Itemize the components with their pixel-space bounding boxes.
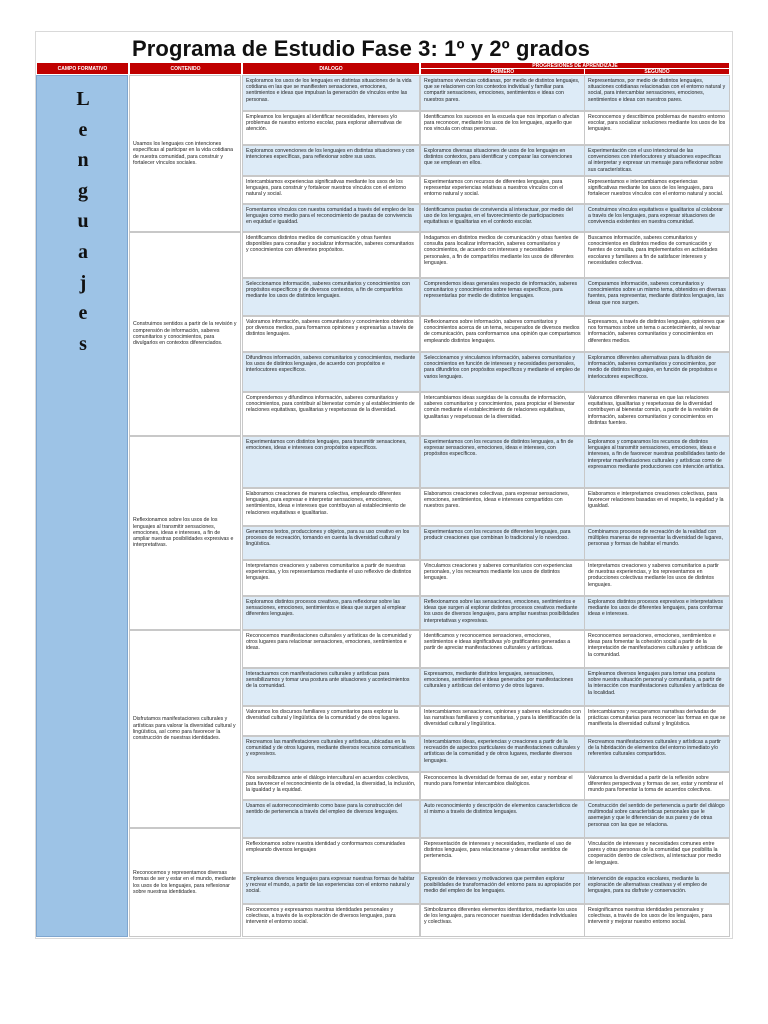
primero-cell: Indagamos en distintos medios de comunicación y otras fuentes de consulta para localizar información, saberes comunitarios y conocimientos, de acuerdo con intereses y necesidades personales, a fin de compartirlos mediante los usos de diferentes lenguajes. [420,232,585,278]
primero-cell: Intercambiamos ideas surgidas de la consulta de información, saberes comunitarios y conocimientos, para propiciar el bienestar común mediante el establecimiento de relaciones equitativas, igualitarias y respetuosas de la diversidad. [420,392,585,436]
segundo-cell: Construimos vínculos equitativos e igualitarios al colaborar a través de los lenguajes, para expresar situaciones de convivencia existentes en nuestra comunidad. [584,204,730,232]
header-primero: PRIMERO [420,68,585,75]
segundo-cell: Interpretamos creaciones y saberes comunitarios a partir de nuestras experiencias, y los representamos en producciones colectivas mediante los usos de distintos lenguajes. [584,560,730,596]
segundo-cell: Intercambiamos y recuperamos narrativas derivadas de prácticas comunitarias para reconocer las formas en que se manifiesta la diversidad cultural y lingüística. [584,706,730,736]
primero-cell: Intercambiamos sensaciones, opiniones y saberes relacionados con las narrativas familiares y comunitarias, y para la identificación de la diversidad cultural y lingüística. [420,706,585,736]
header-campo: CAMPO FORMATIVO [36,62,129,75]
contenido-cell [129,232,241,436]
campo-letter: s [79,332,87,355]
campo-letter: L [76,88,90,110]
segundo-cell: Expresamos, a través de distintos lenguajes, opiniones que nos formamos sobre un tema o acontecimiento, al revisar información, saberes comunitarios y conocimientos en diferentes medios. [584,316,730,352]
header-progresiones: PROGRESIONES DE APRENDIZAJE [420,62,730,69]
dialogo-cell: Intercambiamos experiencias significativas mediante los usos de los lenguajes, para construir y fortalecer nuestros vínculos con el entorno natural y social. [242,176,420,204]
primero-cell: Identificamos los sucesos en la escuela que nos importan o afectan para reconocer, mediante los usos de los lenguajes, aquello que nos vincula con otras personas. [420,111,585,145]
campo-letter: e [78,118,88,141]
campo-letter: u [77,210,89,233]
segundo-cell: Comparamos información, saberes comunitarios y conocimientos sobre un mismo tema, obtenidos en diversas fuentes, para representar, mediante distintos lenguajes, las ideas que nos surgen. [584,278,730,316]
segundo-cell: Reconocemos y describimos problemas de nuestro entorno escolar, para socializar soluciones mediante los usos de los lenguajes. [584,111,730,145]
primero-cell: Exploramos diversas situaciones de usos de los lenguajes en distintos contextos, para identificar y comparar las convenciones que se emplean en ellos. [420,145,585,176]
dialogo-cell: Exploramos convenciones de los lenguajes en distintas situaciones y con intenciones específicas, para reflexionar sobre sus usos. [242,145,420,176]
contenido-text: Reflexionamos sobre los usos de los lenguajes al transmitir sensaciones, emociones, ideas e intereses, a fin de ampliar nuestras posibilidades expresivas e interpretativas. [133,517,234,549]
dialogo-cell: Generamos textos, producciones y objetos, para su uso creativo en los procesos de recreación, tomando en cuenta la diversidad cultural y lingüística. [242,526,420,560]
header-contenido: CONTENIDO [129,62,242,75]
dialogo-cell: Difundimos información, saberes comunitarios y conocimientos, mediante los usos de distintos lenguajes, de acuerdo con propósitos e interlocutores específicos. [242,352,420,392]
contenido-cell [129,436,241,630]
segundo-cell: Elaboramos e interpretamos creaciones colectivas, para favorecer relaciones basadas en el respeto, la equidad y la igualdad. [584,488,730,526]
primero-cell: Expresamos, mediante distintos lenguajes, sensaciones, emociones, sentimientos e ideas generados por manifestaciones culturales y artísticas del entorno y de otros lugares. [420,668,585,706]
dialogo-cell: Valoramos los discursos familiares y comunitarios para explorar la diversidad cultural y lingüística de la comunidad y de otros lugares. [242,706,420,736]
campo-letter: a [78,240,88,263]
primero-cell: Intercambiamos ideas, experiencias y creaciones a partir de la recreación de aspectos particulares de manifestaciones culturales y artísticas de la comunidad y de otros lugares, mediante diversos lenguajes. [420,736,585,772]
primero-cell: Elaboramos creaciones colectivas, para expresar sensaciones, emociones, sentimientos, ideas e intereses compartidos con nuestros pares. [420,488,585,526]
segundo-cell: Exploramos diferentes alternativas para la difusión de información, saberes comunitarios y conocimientos, por medio de distintos lenguajes, en función de propósitos e interlocutores específicos. [584,352,730,392]
campo-letter: g [78,179,88,202]
segundo-cell: Representamos e intercambiamos experiencias significativas mediante los usos de los lenguajes, para fortalecer nuestros vínculos con el entorno natural y social. [584,176,730,204]
campo-formativo-column [36,75,128,937]
dialogo-cell: Reflexionamos sobre nuestra identidad y conformamos comunidades empleando diversos lenguajes [242,838,420,873]
dialogo-cell: Elaboramos creaciones de manera colectiva, empleando diferentes lenguajes, para expresar e interpretar sensaciones, emociones, sentimientos, ideas e intereses que contribuyan al establecimiento de relaciones equitativas e igualitarias. [242,488,420,526]
dialogo-cell: Nos sensibilizamos ante el diálogo intercultural en acuerdos colectivos, para favorecer el reconocimiento de la otredad, la diversidad, la inclusión, la igualdad y la equidad. [242,772,420,800]
dialogo-cell: Seleccionamos información, saberes comunitarios y conocimientos con propósitos específicos y de diversos contextos, a fin de compartirlos mediante los usos de distintos lenguajes. [242,278,420,316]
primero-cell: Identificamos y reconocemos sensaciones, emociones, sentimientos e ideas significativas y/o gratificantes generadas a partir de apreciar manifestaciones culturales y artísticas. [420,630,585,668]
header-segundo: SEGUNDO [584,68,730,75]
segundo-cell: Experimentación con el uso intencional de las convenciones con interlocutores y situaciones específicas al interpretar y expresar un mensaje para reflexionar sobre sus características. [584,145,730,176]
segundo-cell: Combinamos procesos de recreación de la realidad con múltiples maneras de representar la diversidad de lugares, personas y formas de habitar el mundo. [584,526,730,560]
segundo-cell: Resignificamos nuestras identidades personales y colectivas, a través de los usos de los lenguajes, para intervenir y mejorar nuestro entorno social. [584,904,730,937]
segundo-cell: Exploramos distintos procesos expresivos e interpretativos mediante los usos de diferentes lenguajes, para conformar ideas e intereses. [584,596,730,630]
dialogo-cell: Interactuamos con manifestaciones culturales y artísticas para sensibilizarnos y tomar una postura ante situaciones y acontecimientos de la comunidad. [242,668,420,706]
primero-cell: Vinculamos creaciones y saberes comunitarios con experiencias personales, y los recreamos mediante los usos de distintos lenguajes. [420,560,585,596]
contenido-text: Usamos los lenguajes con intenciones específicas al participar en la vida cotidiana de nuestra comunidad, para construir y fortalecer vínculos sociales. [133,140,234,166]
dialogo-cell: Exploramos los usos de los lenguajes en distintas situaciones de la vida cotidiana en las que se manifiesten sensaciones, emociones, sentimientos e ideas que impulsan la generación de vínculos entre las personas. [242,75,420,111]
dialogo-cell: Experimentamos con distintos lenguajes, para transmitir sensaciones, emociones, ideas e intereses con propósitos específicos. [242,436,420,488]
primero-cell: Identificamos pautas de convivencia al interactuar, por medio del uso de los lenguajes, en el favorecimiento de participaciones equitativas e igualitarias en el contexto escolar. [420,204,585,232]
campo-letter: j [79,271,87,294]
dialogo-cell: Comprendemos y difundimos información, saberes comunitarios y conocimientos, para contribuir al bienestar común y al establecimiento de relaciones equitativas, igualitarias y respetuosas de la diversidad. [242,392,420,436]
dialogo-cell: Exploramos distintos procesos creativos, para reflexionar sobre las sensaciones, emociones, sentimientos e ideas que surgen al emplear diferentes lenguajes. [242,596,420,630]
primero-cell: Registramos vivencias cotidianas, por medio de distintos lenguajes, que se relacionen con los contextos individual y familiar para compartir sensaciones, emociones, sentimientos e ideas con nuestros pares. [420,75,585,111]
campo-title-vertical [37,84,129,359]
dialogo-cell: Usamos el autorreconocimiento como base para la construcción del sentido de pertenencia a través del empleo de diversos lenguajes. [242,800,420,838]
primero-cell: Auto reconocimiento y descripción de elementos característicos de sí mismo a través de distintos lenguajes. [420,800,585,838]
segundo-cell: Intervención de espacios escolares, mediante la exploración de alternativas creativas y el empleo de lenguajes, para su disfrute y conservación. [584,873,730,904]
primero-cell: Representación de intereses y necesidades, mediante el uso de distintos lenguajes, para relacionarse y desarrollar sentidos de pertenencia. [420,838,585,873]
primero-cell: Reflexionamos sobre las sensaciones, emociones, sentimientos e ideas que surgen al explorar distintos procesos creativos mediante los usos de diversos lenguajes, para ampliar nuestras posibilidades interpretativas y expresivas. [420,596,585,630]
contenido-cell [129,630,241,828]
segundo-cell: Vinculación de intereses y necesidades comunes entre pares y otras personas de la comunidad que posibilita la cooperación dentro de colectivos, al interactuar por medio de lenguajes. [584,838,730,873]
contenido-text: Disfrutamos manifestaciones culturales y artísticas para valorar la diversidad cultural y lingüística, así como para favorecer la construcción de nuestras identidades. [133,716,236,742]
dialogo-cell: Fomentamos vínculos con nuestra comunidad a través del empleo de los lenguajes como medio para el reconocimiento de pautas de convivencia en equidad e igualdad. [242,204,420,232]
contenido-text: Construimos sentidos a partir de la revisión y comprensión de información, saberes comunitarios y conocimientos, para divulgarlos en contextos diferenciados. [133,321,237,347]
contenido-cell [129,828,241,937]
campo-letter: n [77,149,89,172]
primero-cell: Expresión de intereses y motivaciones que permiten explorar posibilidades de transformación del entorno para su apropiación por medio del empleo de los lenguajes. [420,873,585,904]
dialogo-cell: Empleamos diversos lenguajes para expresar nuestras formas de habitar y recrear el mundo, a partir de las experiencias con el entorno natural y social. [242,873,420,904]
primero-cell: Experimentamos con los recursos de distintos lenguajes, a fin de expresar sensaciones, emociones, ideas e intereses, con propósitos específicos. [420,436,585,488]
segundo-cell: Reconocemos sensaciones, emociones, sentimientos e ideas para fomentar la cohesión social a partir de la interpretación de manifestaciones culturales y artísticas de la comunidad. [584,630,730,668]
contenido-cell [129,75,241,232]
dialogo-cell: Reconocemos y expresamos nuestras identidades personales y colectivas, a través de la exploración de diversos lenguajes, para intervenir el entorno social. [242,904,420,937]
segundo-cell: Exploramos y comparamos los recursos de distintos lenguajes al transmitir sensaciones, emociones, ideas e intereses, a fin de favorecer nuestras posibilidades tanto de interpretar manifestaciones culturales y artísticas como de expresarnos mediante producciones con intención artística. [584,436,730,488]
dialogo-cell: Recreamos las manifestaciones culturales y artísticas, ubicadas en la comunidad y de otros lugares, mediante diversos recursos comunicativos y expresivos. [242,736,420,772]
campo-letter: e [78,302,88,325]
header-dialogo: DIALOGO [242,62,420,75]
page-title: Programa de Estudio Fase 3: 1º y 2º grados [132,36,590,61]
dialogo-cell: Interpretamos creaciones y saberes comunitarios a partir de nuestras experiencias, y los representamos mediante el uso reflexivo de distintos lenguajes. [242,560,420,596]
segundo-cell: Valoramos la diversidad a partir de la reflexión sobre diferentes perspectivas y formas de ser, estar y nombrar el mundo para fomentar la toma de acuerdos colectivos. [584,772,730,800]
primero-cell: Simbolizamos diferentes elementos identitarios, mediante los usos de los lenguajes, para reconocer nuestras identidades individuales y colectivas. [420,904,585,937]
dialogo-cell: Valoramos información, saberes comunitarios y conocimientos obtenidos por diversos medios, para formarnos opiniones y expresarlas a través de distintos lenguajes. [242,316,420,352]
dialogo-cell: Identificamos distintos medios de comunicación y otras fuentes disponibles para consultar y socializar información, saberes comunitarios y conocimientos con diferentes propósitos. [242,232,420,278]
primero-cell: Seleccionamos y vinculamos información, saberes comunitarios y conocimientos en función de intereses y necesidades personales, para difundirlos con propósitos específicos y mediante el empleo de varios lenguajes. [420,352,585,392]
primero-cell: Comprendemos ideas generales respecto de información, saberes comunitarios y conocimientos sobre temas específicos, para representarlas por medio de distintos lenguajes. [420,278,585,316]
segundo-cell: Empleamos diversos lenguajes para tomar una postura sobre nuestra situación personal y comunitaria, a partir de la interacción con manifestaciones culturales y artísticas de la localidad. [584,668,730,706]
dialogo-cell: Empleamos los lenguajes al identificar necesidades, intereses y/o problemas de nuestro entorno escolar, para explorar alternativas de atención. [242,111,420,145]
primero-cell: Experimentamos con recursos de diferentes lenguajes, para representar experiencias relativas a nuestros vínculos con el entorno natural y social. [420,176,585,204]
contenido-text: Reconocemos y representamos diversas formas de ser y estar en el mundo, mediante los usos de los lenguajes, para reflexionar sobre nuestras identidades. [133,869,236,895]
segundo-cell: Construcción del sentido de pertenencia a partir del diálogo multimodal sobre características personales que le asemejan y que le diferencian de sus pares y de otras personas con las que se relaciona. [584,800,730,838]
segundo-cell: Valoramos diferentes maneras en que las relaciones equitativas, igualitarias y respetuosas de la diversidad contribuyen al bienestar común, a partir de la revisión de información, saberes comunitarios y conocimientos en distintas fuentes. [584,392,730,436]
segundo-cell: Representamos, por medio de distintos lenguajes, situaciones cotidianas relacionadas con el entorno natural y social, para intercambiar sensaciones, emociones, sentimientos e ideas con nuestros pares. [584,75,730,111]
primero-cell: Reflexionamos sobre información, saberes comunitarios y conocimientos acerca de un tema, recuperados de diversos medios de comunicación, para conformarnos una opinión que compartamos empleando distintos lenguajes. [420,316,585,352]
dialogo-cell: Reconocemos manifestaciones culturales y artísticas de la comunidad y otros lugares para relacionar sensaciones, emociones, sentimientos e ideas. [242,630,420,668]
segundo-cell: Recreamos manifestaciones culturales y artísticas a partir de la hibridación de elementos del entorno inmediato y/o referentes culturales compartidos. [584,736,730,772]
primero-cell: Reconocemos la diversidad de formas de ser, estar y nombrar el mundo para fomentar intercambios dialógicos. [420,772,585,800]
primero-cell: Experimentamos con los recursos de diferentes lenguajes, para producir creaciones que combinan lo tradicional y lo novedoso. [420,526,585,560]
segundo-cell: Buscamos información, saberes comunitarios y conocimientos en distintos medios de comunicación y fuentes de consulta, para implementarlos en actividades escolares y familiares a fin de satisfacer intereses y necesidades colectivas. [584,232,730,278]
